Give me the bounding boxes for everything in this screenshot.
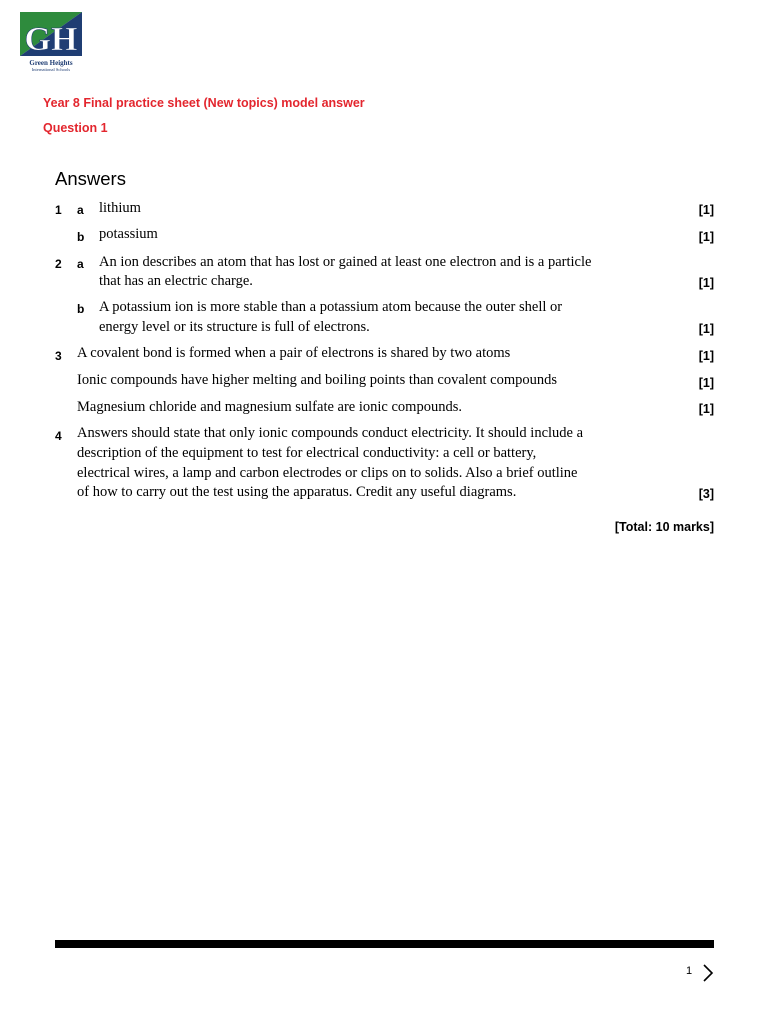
sub-label: b xyxy=(77,230,85,244)
mark: [1] xyxy=(698,230,714,244)
svg-text:GH: GH xyxy=(24,21,78,58)
question-number: 1 xyxy=(55,203,62,217)
sub-label: a xyxy=(77,203,84,217)
answer-line: potassium xyxy=(99,226,158,242)
mark: [1] xyxy=(698,276,714,290)
mark: [1] xyxy=(698,203,714,217)
question-number: 4 xyxy=(55,429,62,443)
mark: [3] xyxy=(698,487,714,501)
answers-heading: Answers xyxy=(55,168,126,189)
answer-line: Magnesium chloride and magnesium sulfate are ionic compounds. xyxy=(77,399,462,415)
answer-line: A covalent bond is formed when a pair of electrons is shared by two atoms xyxy=(77,345,511,361)
answer-line: Answers should state that only ionic compounds conduct electricity. It should include a xyxy=(77,425,584,441)
page-number: 1 xyxy=(686,965,693,977)
document-title: Year 8 Final practice sheet (New topics) model answer xyxy=(43,96,365,110)
question-number: 3 xyxy=(55,349,62,363)
sub-label: a xyxy=(77,257,84,271)
question-number: 2 xyxy=(55,257,62,271)
answer-line: lithium xyxy=(99,200,141,216)
logo-text-subtitle: International Schools xyxy=(31,67,71,72)
chevron-right-icon[interactable] xyxy=(702,963,714,983)
sub-label: b xyxy=(77,302,85,316)
total-marks: [Total: 10 marks] xyxy=(614,520,714,534)
answer-line: of how to carry out the test using the apparatus. Credit any useful diagrams. xyxy=(77,484,517,500)
answer-line: description of the equipment to test for electrical conductivity: a cell or battery, xyxy=(77,445,537,461)
mark: [1] xyxy=(698,402,714,416)
mark: [1] xyxy=(698,322,714,336)
answer-line: An ion describes an atom that has lost or gained at least one electron and is a particle xyxy=(99,254,592,270)
answer-line: that has an electric charge. xyxy=(99,273,253,289)
footer-rule xyxy=(55,940,714,948)
mark: [1] xyxy=(698,349,714,363)
answer-line: electrical wires, a lamp and carbon electrodes or clips on to solids. Also a brief outline xyxy=(77,465,578,481)
answer-line: Ionic compounds have higher melting and boiling points than covalent compounds xyxy=(77,372,558,388)
answer-line: A potassium ion is more stable than a potassium atom because the outer shell or xyxy=(99,299,563,315)
answer-line: energy level or its structure is full of electrons. xyxy=(99,319,370,335)
question-heading: Question 1 xyxy=(43,121,108,135)
mark: [1] xyxy=(698,376,714,390)
logo-text-name: Green Heights xyxy=(29,59,73,67)
